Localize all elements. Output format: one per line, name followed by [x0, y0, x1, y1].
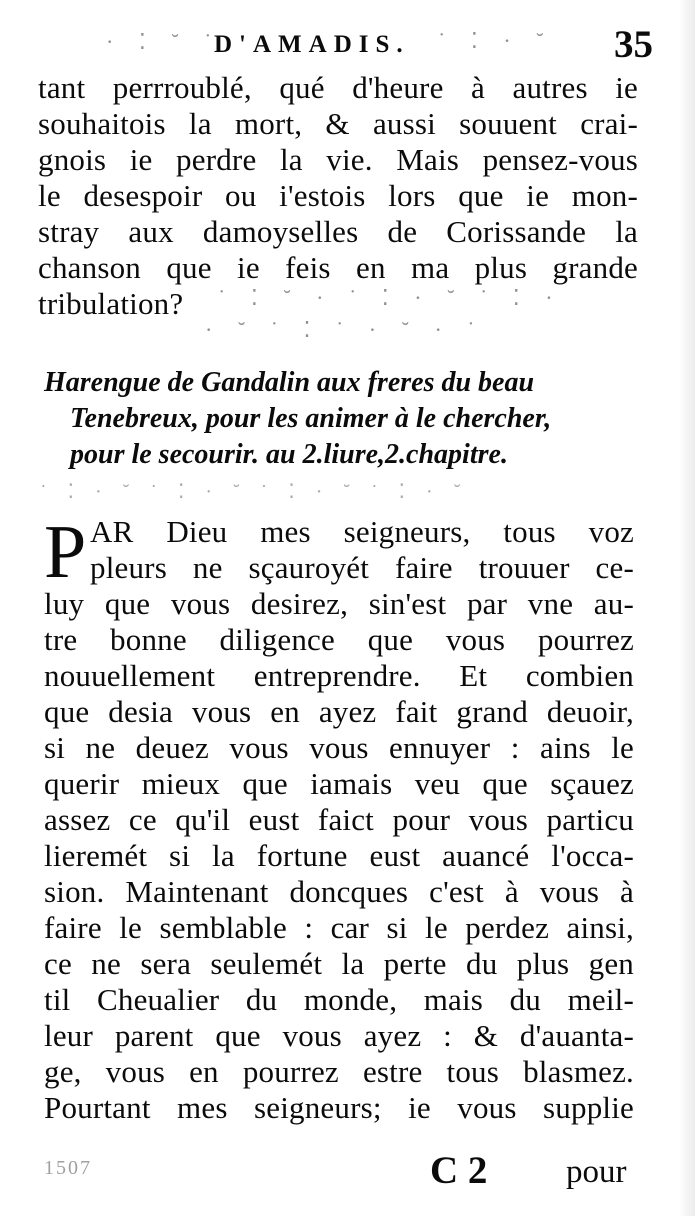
text-line: gnois ie perdre la vie. Mais pensez-vous [38, 142, 638, 177]
text-line: Pourtant mes seigneurs; ie vous supplie [44, 1090, 634, 1125]
signature-mark: C 2 [430, 1149, 488, 1192]
text-line: souhaitois la mort, & aussi souuent crai- [38, 106, 638, 141]
text-line: querir mieux que iamais veu que sçauez [44, 766, 634, 801]
heading-line: Tenebreux, pour les animer à le chercher, [70, 403, 552, 434]
page-edge-shadow [679, 0, 695, 1216]
footer [0, 1148, 695, 1198]
text-line: sion. Maintenant doncques c'est à vous à [44, 874, 634, 909]
text-line: leur parent que vous ayez : & d'auanta- [44, 1018, 634, 1053]
text-line: tant perrroublé, qué d'heure à autres ie [38, 70, 638, 105]
show-through-noise: ˙ ⁚ ˘ · ˙ ⁚ · ˘ ˙ ⁚ · [218, 285, 563, 310]
text-line: luy que vous desirez, sin'est par vne au- [44, 586, 634, 621]
text-line: til Cheualier du monde, mais du meil- [44, 982, 634, 1017]
heading-line: pour le secourir. au 2.liure,2.chapitre. [70, 439, 508, 470]
text-line: tribulation? [38, 286, 184, 321]
header-noise-left: · ⁚ ˘ ˙ [106, 29, 222, 54]
text-line: ce ne sera seulemét la perte du plus gen [44, 946, 634, 981]
text-line: chanson que ie feis en ma plus grande [38, 250, 638, 285]
footer-mark: 1507 [44, 1157, 92, 1179]
catchword: pour [566, 1154, 627, 1190]
running-head [0, 20, 695, 70]
running-title: D'AMADIS. [214, 31, 410, 58]
show-through-noise: · ˘ ˙ ⁚ ˙ · ˘ · ˙ [205, 317, 485, 342]
page-number: 35 [614, 23, 653, 66]
text-line: lieremét si la fortune eust auancé l'occa- [44, 838, 634, 873]
section-heading [44, 365, 644, 473]
text-line: si ne deuez vous vous ennuyer : ains le [44, 730, 634, 765]
text-line: nouuellement entreprendre. Et combien [44, 658, 634, 693]
drop-cap: P [44, 510, 87, 594]
main-paragraph [44, 510, 634, 1126]
show-through-band: ˙ ⁚ · ˘ ˙ ⁚ · ˘ ˙ ⁚ · ˘ ˙ ⁚ · ˘ [40, 481, 469, 501]
text-line: le desespoir ou i'estois lors que ie mon- [38, 178, 638, 213]
text-line: faire le semblable : car si le perdez ainsi, [44, 910, 634, 945]
text-line: tre bonne diligence que vous pourrez [44, 622, 634, 657]
heading-line: Harengue de Gandalin aux freres du beau [44, 367, 535, 398]
header-noise-right: ˙ ⁚ · ˘ [438, 28, 554, 53]
text-line: stray aux damoyselles de Corissande la [38, 214, 638, 249]
text-line: pleurs ne sçauroyét faire trouuer ce- [90, 550, 634, 585]
text-line: AR Dieu mes seigneurs, tous voz [90, 514, 634, 549]
text-line: ge, vous en pourrez estre tous blasmez. [44, 1054, 634, 1089]
text-line: assez ce qu'il eust faict pour vous particu [44, 802, 634, 837]
text-line: que desia vous en ayez fait grand deuoir, [44, 694, 634, 729]
